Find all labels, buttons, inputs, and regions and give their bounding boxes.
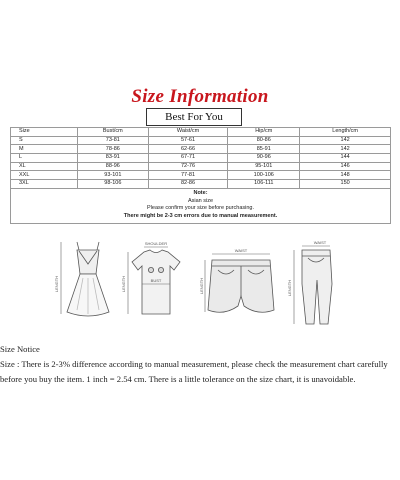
table-cell: 83-91 <box>77 154 148 163</box>
shorts-illustration <box>200 240 280 330</box>
table-cell: M <box>11 145 78 154</box>
size-notice-body: Size : There is 2-3% difference according to manual measurement, please check the measurement chart carefully before you buy the item. 1 inch = 2.54 cm. There is a little tolerance on the size chart, it is unavoidable. <box>0 359 388 384</box>
column-header: Hip/cm <box>228 128 300 137</box>
table-cell: 73-81 <box>77 136 148 145</box>
note-title: Note: <box>193 189 208 196</box>
size-notice-heading: Size Notice <box>0 344 40 354</box>
pants-length-label: LENGTH <box>287 279 292 297</box>
pants-illustration <box>286 240 346 332</box>
tshirt-illustration <box>120 240 192 330</box>
note-line: Asian size <box>187 197 214 204</box>
table-note-row <box>11 188 391 223</box>
table-cell: S <box>11 136 78 145</box>
column-header: Length/cm <box>300 128 391 137</box>
table-cell: 142 <box>300 136 391 145</box>
table-cell: 150 <box>300 180 391 189</box>
column-header: Waist/cm <box>148 128 228 137</box>
table-row <box>11 154 391 163</box>
column-header: Bust/cm <box>77 128 148 137</box>
table-cell: 106-111 <box>228 180 300 189</box>
table-cell: L <box>11 154 78 163</box>
table-cell: 3XL <box>11 180 78 189</box>
tshirt-shoulder-label: SHOULDER <box>144 241 168 246</box>
shorts-waist-label: WAIST <box>234 248 248 253</box>
table-header-row <box>11 128 391 137</box>
dress-length-label: LENGTH <box>54 275 59 293</box>
tshirt-bust-label: BUST <box>150 278 162 283</box>
table-cell: 88-96 <box>77 162 148 171</box>
table-row <box>11 180 391 189</box>
note-line: Please confirm your size before purchasing. <box>147 205 254 212</box>
table-cell: 93-101 <box>77 171 148 180</box>
table-row <box>11 145 391 154</box>
column-header: Size <box>11 128 78 137</box>
table-cell: 100-106 <box>228 171 300 180</box>
table-cell: XXL <box>11 171 78 180</box>
table-cell: 142 <box>300 145 391 154</box>
table-cell: 77-81 <box>148 171 228 180</box>
size-notice <box>0 342 400 387</box>
table-cell: 90-96 <box>228 154 300 163</box>
table-cell: 80-86 <box>228 136 300 145</box>
table-cell: 62-66 <box>148 145 228 154</box>
table-note-cell <box>11 188 391 223</box>
table-cell: 98-106 <box>77 180 148 189</box>
pants-waist-label: WAIST <box>313 240 327 245</box>
dress-illustration <box>55 240 121 330</box>
tshirt-length-label: LENGTH <box>121 275 126 293</box>
table-row <box>11 136 391 145</box>
page-title: Size Information <box>131 86 269 107</box>
table-cell: 72-76 <box>148 162 228 171</box>
subtitle-badge: Best For You <box>146 108 242 126</box>
table-cell: XL <box>11 162 78 171</box>
shorts-length-label: LENGTH <box>199 277 204 295</box>
table-cell: 148 <box>300 171 391 180</box>
table-cell: 67-71 <box>148 154 228 163</box>
table-cell: 57-61 <box>148 136 228 145</box>
table-row <box>11 171 391 180</box>
note-warning: There might be 2-3 cm errors due to manual measurement. <box>123 213 278 220</box>
table-cell: 85-91 <box>228 145 300 154</box>
table-cell: 78-86 <box>77 145 148 154</box>
table-cell: 146 <box>300 162 391 171</box>
size-chart-table <box>10 127 391 224</box>
table-cell: 144 <box>300 154 391 163</box>
table-cell: 95-101 <box>228 162 300 171</box>
table-row <box>11 162 391 171</box>
table-cell: 82-86 <box>148 180 228 189</box>
